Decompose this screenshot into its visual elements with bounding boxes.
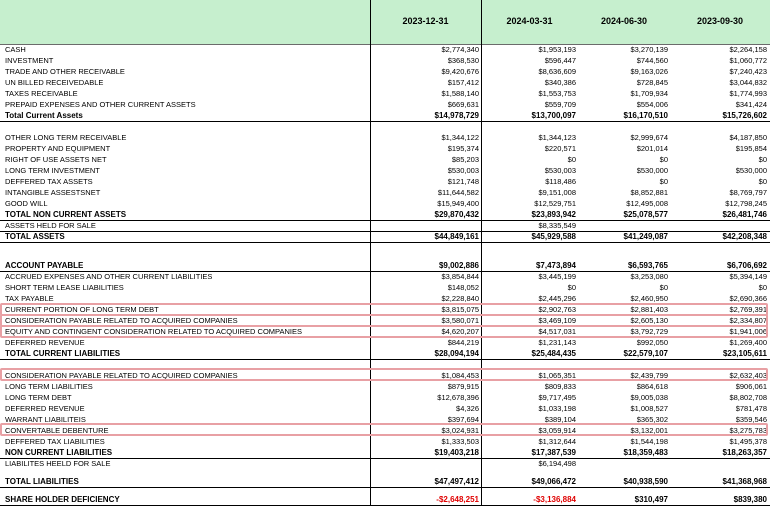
value-cell[interactable]: $9,420,676 [441,67,479,76]
value-cell[interactable]: $2,902,763 [538,305,576,314]
value-cell[interactable]: $17,387,539 [531,448,576,457]
value-cell[interactable]: $2,334,807 [729,316,767,325]
value-cell[interactable]: $148,052 [447,283,479,292]
value-cell[interactable]: $3,024,931 [441,426,479,435]
value-cell[interactable]: $3,854,844 [441,272,479,281]
value-cell[interactable]: $8,636,609 [538,67,576,76]
row-label[interactable]: ACCOUNT PAYABLE [5,261,84,270]
value-cell[interactable]: $220,571 [544,144,576,153]
value-cell[interactable]: $559,709 [544,100,576,109]
value-cell[interactable]: $3,044,832 [729,78,767,87]
row-label[interactable]: LIABILITES HEELD FOR SALE [5,459,111,468]
value-cell[interactable]: -$2,648,251 [436,495,479,504]
row-border [0,242,770,243]
table-row [0,220,770,231]
row-label[interactable]: INTANGIBLE ASSESTSNET [5,188,101,197]
row-border [0,359,770,360]
value-cell[interactable]: $121,748 [447,177,479,186]
value-cell[interactable]: $6,593,765 [627,261,668,270]
table-row [0,143,770,154]
value-cell[interactable]: $906,061 [735,382,767,391]
value-cell[interactable]: $8,802,708 [729,393,767,402]
value-cell[interactable]: $12,678,396 [437,393,479,402]
value-cell[interactable]: $3,132,001 [630,426,668,435]
value-cell[interactable]: $16,170,510 [623,111,668,120]
row-label[interactable]: LONG TERM LIABILITIES [5,382,93,391]
value-cell[interactable]: -$3,136,884 [533,495,576,504]
value-cell[interactable]: $669,631 [447,100,479,109]
value-cell[interactable]: $530,000 [735,166,767,175]
value-cell[interactable]: $1,344,122 [441,133,479,142]
row-label[interactable]: SHARE HOLDER DEFICIENCY [5,495,120,504]
row-label[interactable]: DEFERRED REVENUE [5,404,85,413]
table-row [0,436,770,447]
value-cell[interactable]: $4,326 [456,404,479,413]
value-cell[interactable]: $28,094,194 [434,349,479,358]
row-label[interactable]: INVESTMENT [5,56,54,65]
value-cell[interactable]: $9,163,026 [630,67,668,76]
value-cell[interactable]: $15,949,400 [437,199,479,208]
table-row [0,231,770,242]
value-cell[interactable]: $341,424 [735,100,767,109]
value-cell[interactable]: $1,060,772 [729,56,767,65]
row-label[interactable]: Total Current Assets [5,111,83,120]
value-cell[interactable]: $1,344,123 [538,133,576,142]
value-cell[interactable]: $809,833 [544,382,576,391]
value-cell[interactable]: $4,187,850 [729,133,767,142]
value-cell[interactable]: $195,854 [735,144,767,153]
value-cell[interactable]: $1,033,198 [538,404,576,413]
header-col-4-text: 2023-09-30 [696,16,744,26]
value-cell[interactable]: $41,249,087 [623,232,668,241]
row-label[interactable]: TAX PAYABLE [5,294,54,303]
table-row [0,447,770,458]
value-cell[interactable]: $728,845 [636,78,668,87]
row-label[interactable]: DEFFERED TAX LIABILITIES [5,437,105,446]
value-cell[interactable]: $2,228,840 [441,294,479,303]
value-cell[interactable]: $7,240,423 [729,67,767,76]
header-col-3[interactable] [578,0,670,45]
value-cell[interactable]: $2,439,799 [630,371,668,380]
value-cell[interactable]: $554,006 [636,100,668,109]
value-cell[interactable]: $389,104 [544,415,576,424]
table-row [0,381,770,392]
table-row [0,403,770,414]
value-cell[interactable]: $2,445,296 [538,294,576,303]
value-cell[interactable]: $5,394,149 [729,272,767,281]
value-cell[interactable]: $0 [567,155,576,164]
value-cell[interactable]: $530,000 [636,166,668,175]
value-cell[interactable]: $3,469,109 [538,316,576,325]
row-label[interactable]: EQUITY AND CONTINGENT CONSIDERATION RELATED TO ACQUIRED COMPANIES [5,327,302,336]
value-cell[interactable]: $42,208,348 [722,232,767,241]
value-cell[interactable]: $40,938,590 [623,477,668,486]
table-row [0,271,770,282]
value-cell[interactable]: $195,374 [447,144,479,153]
table-row [0,176,770,187]
value-cell[interactable]: $1,269,400 [729,338,767,347]
value-cell[interactable]: $744,560 [636,56,668,65]
value-cell[interactable]: $3,253,080 [630,272,668,281]
value-cell[interactable]: $9,717,495 [538,393,576,402]
header-col-4[interactable] [670,0,770,45]
value-cell[interactable]: $0 [758,155,767,164]
row-label[interactable]: ACCRUED EXPENSES AND OTHER CURRENT LIABILITIES [5,272,213,281]
value-cell[interactable]: $9,005,038 [630,393,668,402]
row-label[interactable]: TOTAL CURRENT LIABILITIES [5,349,121,358]
row-label[interactable]: CURRENT PORTION OF LONG TERM DEBT [5,305,159,314]
value-cell[interactable]: $3,270,139 [630,45,668,54]
header-col-2-text: 2024-03-31 [506,16,553,26]
value-cell[interactable]: $23,893,942 [531,210,576,219]
value-cell[interactable]: $596,447 [544,56,576,65]
table-row [0,198,770,209]
row-highlight-box [0,423,768,436]
row-label[interactable]: TOTAL LIABILITIES [5,477,79,486]
row-label[interactable]: TOTAL ASSETS [5,232,65,241]
row-label[interactable]: UN BILLED RECEIVEDABLE [5,78,104,87]
table-row [0,337,770,348]
value-cell[interactable]: $49,066,472 [531,477,576,486]
value-cell[interactable]: $3,580,071 [441,316,479,325]
row-label[interactable]: LONG TERM DEBT [5,393,72,402]
table-row [0,392,770,403]
table-row [0,154,770,165]
value-cell[interactable]: $3,792,729 [630,327,668,336]
table-row [0,282,770,293]
value-cell[interactable]: $41,368,968 [722,477,767,486]
row-label[interactable]: SHORT TERM LEASE LIABILITIES [5,283,124,292]
value-cell[interactable]: $15,726,602 [722,111,767,120]
value-cell[interactable]: $3,815,075 [441,305,479,314]
value-cell[interactable]: $201,014 [636,144,668,153]
table-row [0,132,770,143]
value-cell[interactable]: $1,008,527 [630,404,668,413]
value-cell[interactable]: $310,497 [634,495,668,504]
value-cell[interactable]: $530,003 [447,166,479,175]
value-cell[interactable]: $1,084,453 [441,371,479,380]
row-highlight-box [0,368,768,381]
row-label[interactable]: GOOD WILL [5,199,48,208]
value-cell[interactable]: $1,065,351 [538,371,576,380]
table-row [0,77,770,88]
value-cell[interactable]: $45,929,588 [531,232,576,241]
value-cell[interactable]: $530,003 [544,166,576,175]
row-label[interactable]: ASSETS HELD FOR SALE [5,221,96,230]
value-cell[interactable]: $2,632,403 [729,371,767,380]
value-cell[interactable]: $7,473,894 [535,261,576,270]
value-cell[interactable]: $19,403,218 [434,448,479,457]
value-cell[interactable]: $1,544,198 [630,437,668,446]
row-label[interactable]: TAXES RECEIVABLE [5,89,78,98]
value-cell[interactable]: $12,495,008 [626,199,668,208]
value-cell[interactable]: $6,706,692 [726,261,767,270]
value-cell[interactable]: $359,546 [735,415,767,424]
table-row [0,99,770,110]
header-label-cell [0,0,370,45]
value-cell[interactable]: $2,769,391 [729,305,767,314]
value-cell[interactable]: $2,774,340 [441,45,479,54]
value-cell[interactable]: $0 [659,283,668,292]
row-label[interactable]: NON CURRENT LIABILITIES [5,448,113,457]
value-cell[interactable]: $12,529,751 [534,199,576,208]
table-row [0,458,770,469]
header-col-1[interactable] [370,0,481,45]
row-label[interactable]: LONG TERM INVESTMENT [5,166,100,175]
table-row [0,55,770,66]
row-highlight-box [0,325,768,338]
row-label[interactable]: CONSIDERATION PAYABLE RELATED TO ACQUIRED COMPANIES [5,371,238,380]
value-cell[interactable]: $1,953,193 [538,45,576,54]
value-cell[interactable]: $0 [659,155,668,164]
value-cell[interactable]: $0 [758,283,767,292]
row-label[interactable]: RIGHT OF USE ASSETS NET [5,155,107,164]
row-label[interactable]: TRADE AND OTHER RECEIVABLE [5,67,125,76]
value-cell[interactable]: $397,694 [447,415,479,424]
table-row [0,494,770,505]
value-cell[interactable]: $26,481,746 [722,210,767,219]
value-cell[interactable]: $0 [567,283,576,292]
value-cell[interactable]: $12,798,245 [725,199,767,208]
value-cell[interactable]: $1,553,753 [538,89,576,98]
value-cell[interactable]: $3,059,914 [538,426,576,435]
header-col-3-text: 2024-06-30 [600,16,648,26]
value-cell[interactable]: $839,380 [733,495,767,504]
value-cell[interactable]: $11,644,582 [437,188,479,197]
table-row [0,66,770,77]
value-cell[interactable]: $25,484,435 [531,349,576,358]
value-cell[interactable]: $29,870,432 [434,210,479,219]
value-cell[interactable]: $14,978,729 [434,111,479,120]
value-cell[interactable]: $879,915 [447,382,479,391]
row-label[interactable]: CONVERTABLE DEBENTURE [5,426,109,435]
value-cell[interactable]: $4,517,031 [538,327,576,336]
table-row [0,187,770,198]
value-cell[interactable]: $9,002,886 [438,261,479,270]
value-cell[interactable]: $22,579,107 [623,349,668,358]
value-cell[interactable]: $1,774,993 [729,89,767,98]
value-cell[interactable]: $2,881,403 [630,305,668,314]
value-cell[interactable]: $18,263,357 [722,448,767,457]
value-cell[interactable]: $1,231,143 [538,338,576,347]
row-label[interactable]: PREPAID EXPENSES AND OTHER CURRENT ASSETS [5,100,196,109]
value-cell[interactable]: $85,203 [451,155,479,164]
row-label[interactable]: TOTAL NON CURRENT ASSETS [5,210,127,219]
value-cell[interactable]: $1,709,934 [630,89,668,98]
value-cell[interactable]: $4,620,207 [441,327,479,336]
header-col-2[interactable] [481,0,578,45]
value-cell[interactable]: $864,618 [636,382,668,391]
table-row [0,44,770,55]
value-cell[interactable]: $1,495,378 [729,437,767,446]
table-row [0,165,770,176]
table-row [0,348,770,359]
value-cell[interactable]: $781,478 [735,404,767,413]
value-cell[interactable]: $3,275,783 [729,426,767,435]
value-cell[interactable]: $2,460,950 [630,294,668,303]
value-cell[interactable]: $6,194,498 [538,459,576,468]
value-cell[interactable]: $47,497,412 [434,477,479,486]
value-cell[interactable]: $1,941,006 [729,327,767,336]
value-cell[interactable]: $3,445,199 [538,272,576,281]
value-cell[interactable]: $368,530 [447,56,479,65]
value-cell[interactable]: $1,588,140 [441,89,479,98]
row-label[interactable]: DEFERRED REVENUE [5,338,85,347]
value-cell[interactable]: $8,852,881 [630,188,668,197]
value-cell[interactable]: $365,302 [636,415,668,424]
table-row [0,209,770,220]
table-row [0,476,770,487]
header-col-1-text: 2023-12-31 [402,16,449,26]
row-label[interactable]: WARRANT LIABILITEIS [5,415,86,424]
value-cell[interactable]: $2,690,366 [729,294,767,303]
value-cell[interactable]: $25,078,577 [623,210,668,219]
table-row [0,110,770,121]
row-border [0,121,770,122]
row-label[interactable]: OTHER LONG TERM RECEIVABLE [5,133,127,142]
value-cell[interactable]: $157,412 [447,78,479,87]
value-cell[interactable]: $0 [659,177,668,186]
value-cell[interactable]: $9,151,008 [538,188,576,197]
value-cell[interactable]: $1,333,503 [441,437,479,446]
value-cell[interactable]: $23,105,611 [722,349,767,358]
row-label[interactable]: PROPERTY AND EQUIPMENT [5,144,111,153]
table-row [0,260,770,271]
value-cell[interactable]: $2,999,674 [630,133,668,142]
value-cell[interactable]: $118,486 [545,177,576,186]
value-cell[interactable]: $44,849,161 [434,232,479,241]
table-row [0,88,770,99]
value-cell[interactable]: $2,605,130 [630,316,668,325]
value-cell[interactable]: $13,700,097 [531,111,576,120]
value-cell[interactable]: $0 [758,177,767,186]
value-cell[interactable]: $8,335,549 [538,221,576,230]
row-label[interactable]: DEFFERED TAX ASSETS [5,177,93,186]
value-cell[interactable]: $18,359,483 [623,448,668,457]
row-label[interactable]: CONSIDERATION PAYABLE RELATED TO ACQUIRED COMPANIES [5,316,238,325]
value-cell[interactable]: $844,219 [447,338,479,347]
value-cell[interactable]: $1,312,644 [538,437,576,446]
row-border [0,487,770,488]
value-cell[interactable]: $340,386 [544,78,576,87]
row-label[interactable]: CASH [5,45,26,54]
value-cell[interactable]: $992,050 [636,338,668,347]
value-cell[interactable]: $2,264,158 [729,45,767,54]
value-cell[interactable]: $8,769,797 [729,188,767,197]
